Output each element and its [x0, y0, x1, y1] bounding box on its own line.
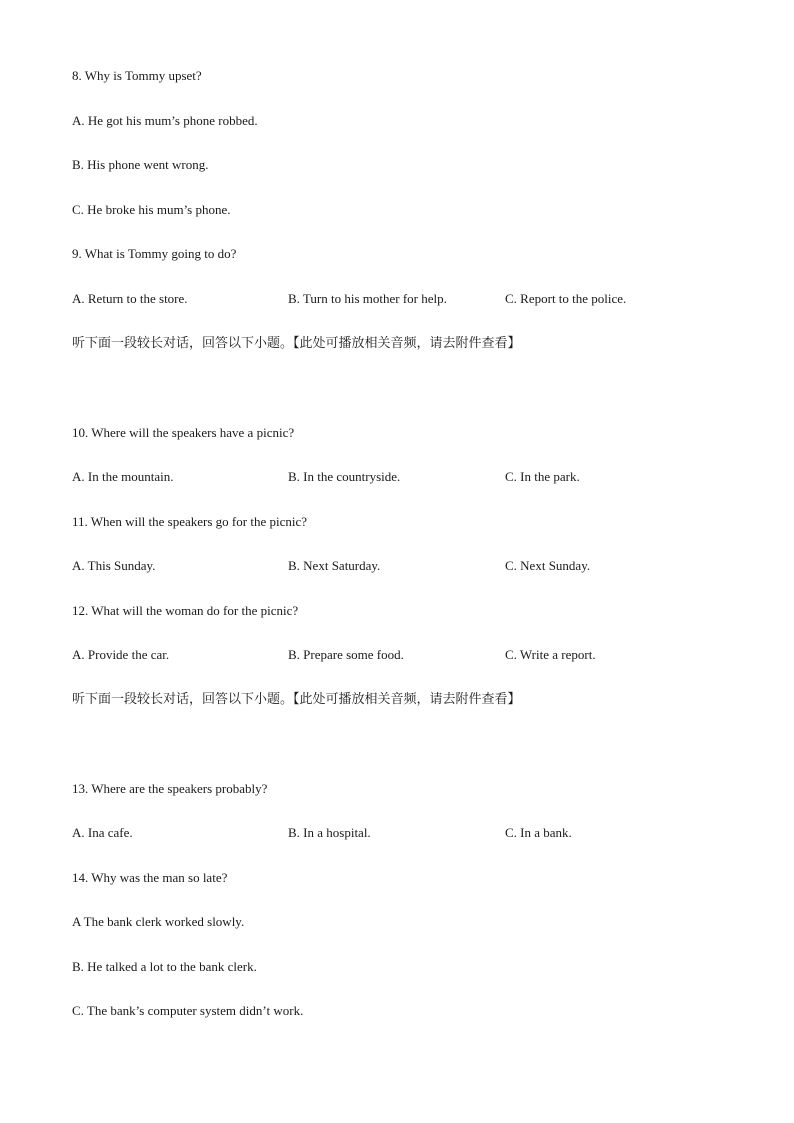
q8-option-b: B. His phone went wrong.: [72, 157, 209, 172]
q12-option-b: B. Prepare some food.: [288, 647, 404, 662]
q12-option-c: C. Write a report.: [505, 647, 596, 662]
question-14: 14. Why was the man so late?: [72, 870, 228, 885]
q12-option-a: A. Provide the car.: [72, 647, 170, 662]
q8-option-a: A. He got his mum’s phone robbed.: [72, 113, 258, 128]
listening-instruction-1: 听下面一段较长对话，回答以下小题。【此处可播放相关音频，请去附件查看】: [72, 336, 521, 351]
q13-option-c: C. In a bank.: [505, 825, 572, 840]
q8-option-c: C. He broke his mum’s phone.: [72, 202, 231, 217]
q14-option-a: A The bank clerk worked slowly.: [72, 914, 245, 929]
q9-option-b: B. Turn to his mother for help.: [288, 291, 447, 306]
q9-option-a: A. Return to the store.: [72, 291, 188, 306]
listening-instruction-2: 听下面一段较长对话，回答以下小题。【此处可播放相关音频，请去附件查看】: [72, 692, 521, 707]
q10-option-a: A. In the mountain.: [72, 469, 174, 484]
q9-option-c: C. Report to the police.: [505, 291, 627, 306]
q13-option-b: B. In a hospital.: [288, 825, 371, 840]
question-9: 9. What is Tommy going to do?: [72, 246, 237, 261]
question-12: 12. What will the woman do for the picnic?: [72, 603, 299, 618]
q10-option-c: C. In the park.: [505, 469, 580, 484]
question-8: 8. Why is Tommy upset?: [72, 68, 202, 83]
q14-option-c: C. The bank’s computer system didn’t work.: [72, 1003, 304, 1018]
q14-option-b: B. He talked a lot to the bank clerk.: [72, 959, 257, 974]
q10-option-b: B. In the countryside.: [288, 469, 401, 484]
q11-option-c: C. Next Sunday.: [505, 558, 591, 573]
q11-option-a: A. This Sunday.: [72, 558, 156, 573]
question-13: 13. Where are the speakers probably?: [72, 781, 268, 796]
question-10: 10. Where will the speakers have a picnic?: [72, 425, 295, 440]
q11-option-b: B. Next Saturday.: [288, 558, 381, 573]
q13-option-a: A. Ina cafe.: [72, 825, 133, 840]
question-11: 11. When will the speakers go for the picnic?: [72, 514, 308, 529]
